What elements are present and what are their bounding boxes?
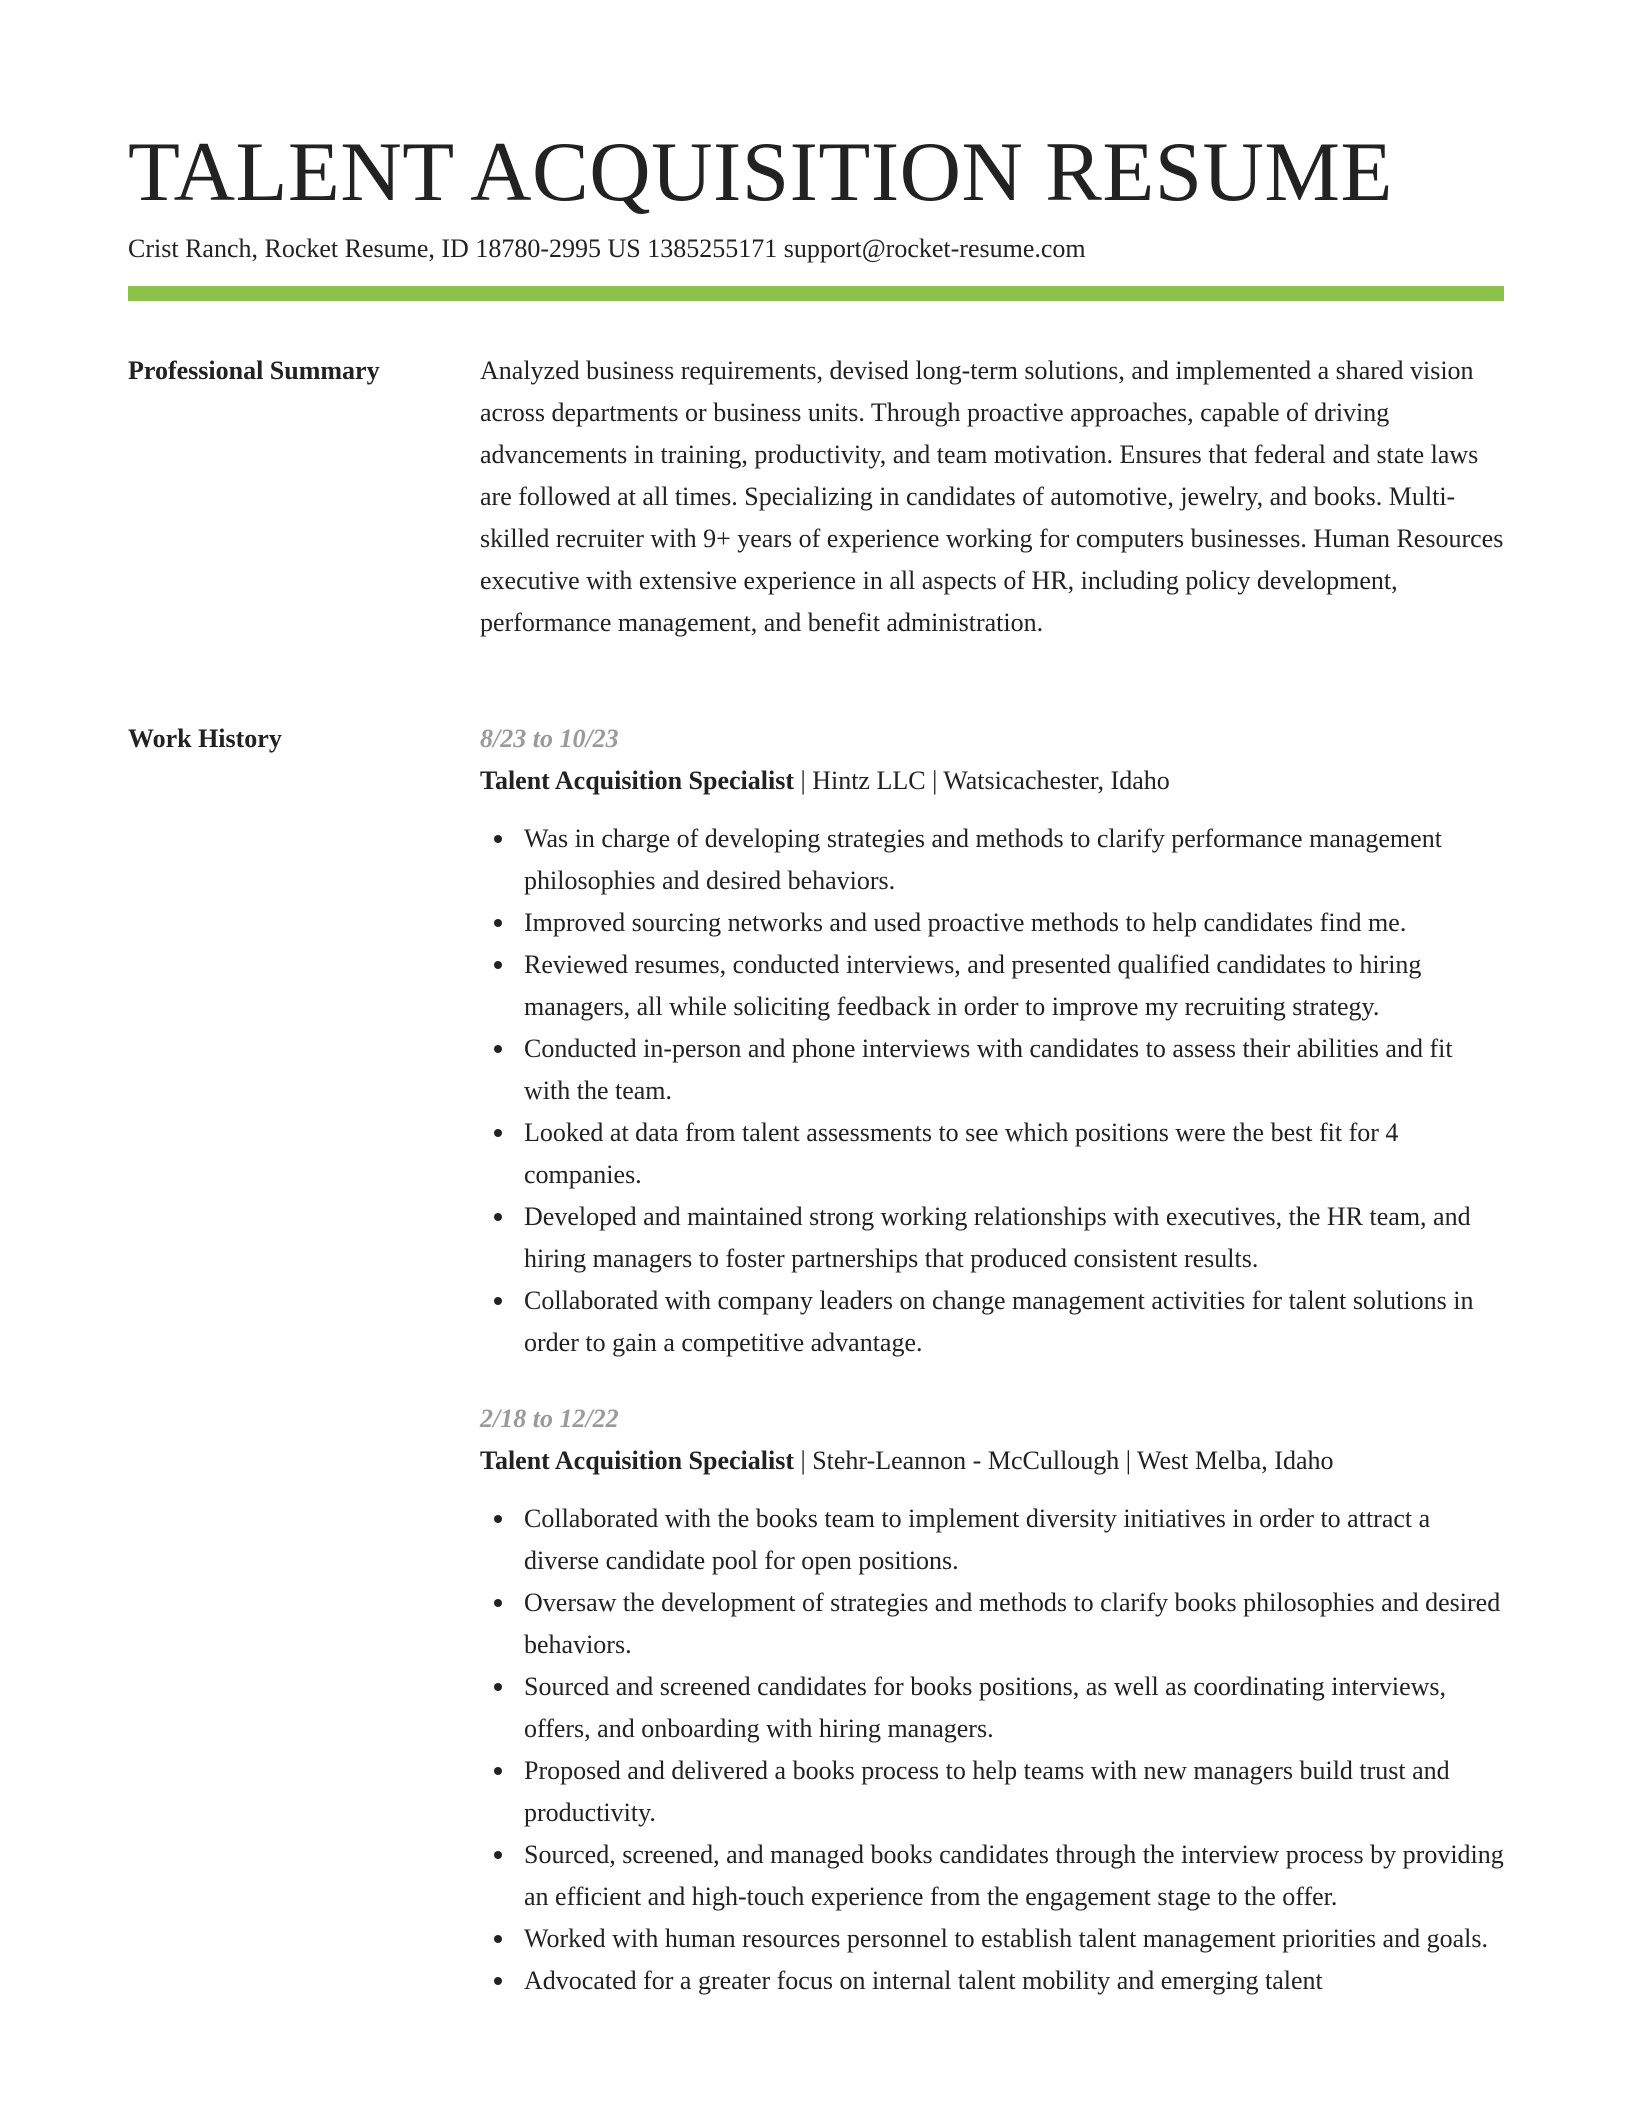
accent-divider — [128, 286, 1504, 301]
job-bullet-item — [480, 1666, 1504, 1750]
job-bullet-text: Improved sourcing networks and used proactive methods to help candidates find me. — [524, 908, 1407, 937]
contact-line: Crist Ranch, Rocket Resume, ID 18780-2995 US 1385255171 support@rocket-resume.com — [128, 234, 1086, 263]
job-bullet-text: Proposed and delivered a books process to help teams with new managers build trust and productivity. — [524, 1756, 1450, 1827]
job-entry — [480, 718, 1504, 1364]
job-bullet-item — [480, 1834, 1504, 1918]
job-company-location: | Stehr-Leannon - McCullough | West Melba, Idaho — [794, 1446, 1334, 1475]
job-bullet-text: Worked with human resources personnel to establish talent management priorities and goals. — [524, 1924, 1488, 1953]
resume-title: TALENT ACQUISITION RESUME — [128, 125, 1393, 219]
job-bullet-item — [480, 944, 1504, 1028]
job-bullet-item — [480, 818, 1504, 902]
bullet-dot-icon — [494, 961, 502, 969]
job-bullet-item — [480, 1960, 1504, 2002]
summary-text: Analyzed business requirements, devised long-term solutions, and implemented a shared vision across departments or business units. Through proactive approaches, capable of driving advancements in training, productivity, and team motivation. Ensures that federal and state laws are followed at all times. Specializing in candidates of automotive, jewelry, and books. Multi-skilled recruiter with 9+ years of experience working for computers businesses. Human Resources executive with extensive experience in all aspects of HR, including policy development, performance management, and benefit administration. — [480, 356, 1504, 637]
job-bullet-text: Collaborated with the books team to implement diversity initiatives in order to attract a diverse candidate pool for open positions. — [524, 1504, 1431, 1575]
work-history-body — [480, 718, 1504, 2036]
bullet-dot-icon — [494, 1977, 502, 1985]
job-bullet-item — [480, 1582, 1504, 1666]
bullet-dot-icon — [494, 1297, 502, 1305]
job-bullet-text: Looked at data from talent assessments to see which positions were the best fit for 4 companies. — [524, 1118, 1399, 1189]
job-title: Talent Acquisition Specialist — [480, 766, 794, 795]
bullet-dot-icon — [494, 1683, 502, 1691]
bullet-dot-icon — [494, 1599, 502, 1607]
job-bullet-list — [480, 818, 1504, 1364]
bullet-dot-icon — [494, 835, 502, 843]
job-heading — [480, 760, 1504, 802]
job-bullet-list — [480, 1498, 1504, 2002]
job-bullet-item — [480, 1112, 1504, 1196]
bullet-dot-icon — [494, 1767, 502, 1775]
summary-body — [480, 350, 1504, 644]
job-bullet-item — [480, 1750, 1504, 1834]
job-bullet-text: Conducted in-person and phone interviews with candidates to assess their abilities and fit with the team. — [524, 1034, 1453, 1105]
job-company-location: | Hintz LLC | Watsicachester, Idaho — [794, 766, 1170, 795]
bullet-dot-icon — [494, 1935, 502, 1943]
bullet-dot-icon — [494, 1045, 502, 1053]
job-bullet-text: Developed and maintained strong working relationships with executives, the HR team, and hiring managers to foster partnerships that produced consistent results. — [524, 1202, 1471, 1273]
job-bullet-item — [480, 1196, 1504, 1280]
bullet-dot-icon — [494, 1129, 502, 1137]
job-bullet-text: Reviewed resumes, conducted interviews, and presented qualified candidates to hiring managers, all while soliciting feedback in order to improve my recruiting strategy. — [524, 950, 1422, 1021]
bullet-dot-icon — [494, 1515, 502, 1523]
job-bullet-text: Collaborated with company leaders on change management activities for talent solutions in order to gain a competitive advantage. — [524, 1286, 1474, 1357]
job-title: Talent Acquisition Specialist — [480, 1446, 794, 1475]
job-bullet-text: Sourced, screened, and managed books candidates through the interview process by providing an efficient and high-touch experience from the engagement stage to the offer. — [524, 1840, 1504, 1911]
job-bullet-item — [480, 1918, 1504, 1960]
job-bullet-item — [480, 1280, 1504, 1364]
bullet-dot-icon — [494, 1213, 502, 1221]
bullet-dot-icon — [494, 1851, 502, 1859]
section-label-summary: Professional Summary — [128, 356, 380, 385]
section-label-work-history: Work History — [128, 724, 282, 753]
job-heading — [480, 1440, 1504, 1482]
job-dates: 2/18 to 12/22 — [480, 1404, 619, 1433]
job-bullet-item — [480, 902, 1504, 944]
job-dates: 8/23 to 10/23 — [480, 724, 619, 753]
job-bullet-text: Advocated for a greater focus on internal talent mobility and emerging talent — [524, 1966, 1323, 1995]
job-bullet-text: Was in charge of developing strategies and methods to clarify performance management philosophies and desired behaviors. — [524, 824, 1442, 895]
job-entry — [480, 1398, 1504, 2002]
bullet-dot-icon — [494, 919, 502, 927]
job-bullet-text: Oversaw the development of strategies and methods to clarify books philosophies and desired behaviors. — [524, 1588, 1501, 1659]
job-bullet-item — [480, 1498, 1504, 1582]
job-bullet-item — [480, 1028, 1504, 1112]
job-bullet-text: Sourced and screened candidates for books positions, as well as coordinating interviews, offers, and onboarding with hiring managers. — [524, 1672, 1447, 1743]
